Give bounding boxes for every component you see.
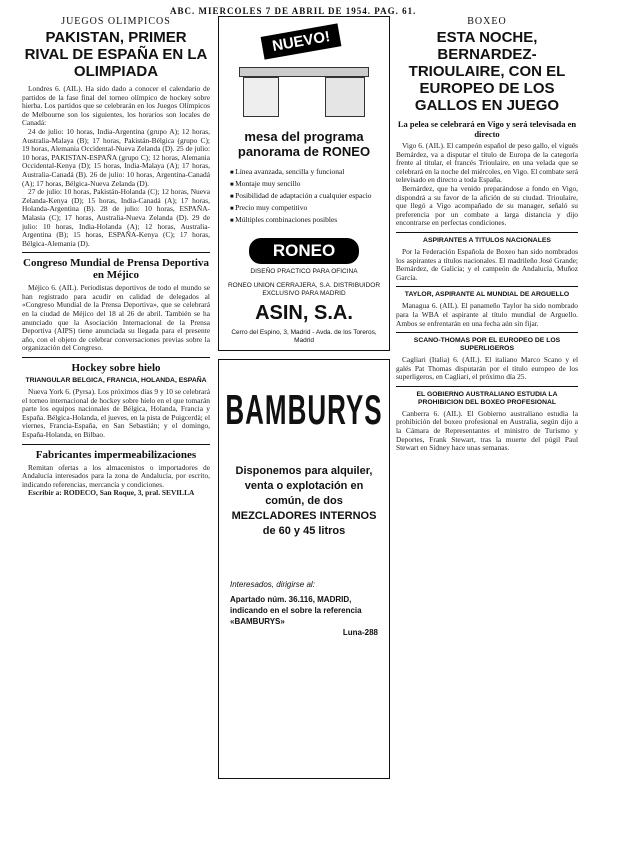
article-paragraph: Managua 6. (AIL). El panameño Taylor ha sido nombrado para la WBA el aspirante al título mundial de Arguello. Ambos se enfrentarán en una fecha aún sin fijar. [396,301,578,328]
feature-item: ■ Línea avanzada, sencilla y funcional [230,167,384,178]
classified-text: Remitan ofertas a los almacenistos o importadores de Andalucía interesados para la zona de Andalucía, por escrito, indicando referencias, mercancía y condiciones. [22,462,210,489]
bamburys-ref: Luna-288 [342,628,378,637]
desk-illustration [239,59,369,121]
headline-aspirants: ASPIRANTES A TITULOS NACIONALES [423,236,551,244]
desk-top [239,67,369,77]
article-paragraph: Londres 6. (AIL). Ha sido dado a conocer el calendario de partidos de la fase final del torneo olímpico de hockey sobre hierba. Los partidos que se celebrarán en los Juegos Olímpicos de Melbourne son los siguientes, los horarios son locales de Canadá: [22,84,210,128]
divider [22,444,210,445]
article-paragraph: Por la Federación Española de Boxeo han sido nombrados los aspirantes a títulos nacionales. El madrileño José Grande; Bernárdez, de Galicia; y el campeón de Andalucía, Muñoz García. [396,246,578,282]
bamburys-contact [224,579,384,638]
headline-scano: SCANO-THOMAS POR EL EUROPEO DE LOS SUPERLIGEROS [413,337,561,353]
company-address: Cerro del Espino, 3, Madrid - Avda. de los Toreros, Madrid [231,329,377,344]
headline-taylor: TAYLOR, ASPIRANTE AL MUNDIAL DE ARGUELLO [404,291,570,299]
article-paragraph: Méjico 6. (AIL). Periodistas deportivos de todo el mundo se han registrado para acudir en calidad de delegados al «Congreso Mundial de la Prensa Deportiva», que se celebrará en la ciudad de Méjico del 18 al 26 de abril. También se ha anunciado que la Asociación Internacional de la Prensa Deportiva (AIPS) tiene anunciada su llegada para el presente año, con el objeto de celebrar conversaciones previas sobre la organización del Congreso. [22,283,210,353]
classified-contact: Escribir a: RODECO, San Roque, 3, pral. SEVILLA [28,488,195,498]
bamburys-offer: Disponemos para alquiler, venta o explotación en común, de dos MEZCLADORES INTERNOS de 60 y 45 litros [231,465,377,537]
kicker-olympics: JUEGOS OLIMPICOS [61,16,171,27]
feature-item: ■ Posibilidad de adaptación a cualquier espacio [230,191,384,202]
article-paragraph: 27 de julio: 10 horas, Pakistán-Holanda (C); 12 horas, Nueva Zelanda-Kenya (D); 15 horas, India-Canadá (A); 17 horas, Holanda-Argentina (B). 28 de julio: 10 horas, ESPAÑA-Malasia (C); 17 horas, Australia-Nueva Zelanda (D). 29 de julio: 10 horas, India-Holanda (A); 12 horas, Australia-Argentina (B); 15 horas, ESPAÑA-Kenya (C); 17 horas, Bélgica-Alemania (D). [22,187,210,248]
feature-item: ■ Precio muy competitivo [230,203,384,214]
bamburys-brand: BAMBURYS [225,385,383,434]
divider [396,332,578,333]
headline-hockey: Hockey sobre hielo [71,362,161,375]
headline-boxing: ESTA NOCHE, BERNARDEZ-TRIOULAIRE, CON EL EUROPEO DE LOS GALLOS EN JUEGO [408,29,566,114]
roneo-ad [218,16,390,351]
divider [396,232,578,233]
roneo-distributor: RONEO UNION CERRAJERA, S.A. DISTRIBUIDOR EXCLUSIVO PARA MADRID [227,282,381,297]
article-paragraph: Cagliari (Italia) 6. (AIL). El italiano Marco Scano y el galés Pat Thomas disputarán por el título europeo de los superligeros, en Cagliari, el próximo día 25. [396,355,578,382]
page-header: ABC. MIERCOLES 7 DE ABRIL DE 1954. PAG. 61. [170,6,417,16]
article-australia [396,410,578,453]
column-right [396,16,578,846]
bamburys-contact-lead: Interesados, dirigirse al: [230,580,315,589]
headline-congress: Congreso Mundial de Prensa Deportiva en Méjico [23,257,209,282]
divider [22,357,210,358]
bamburys-ad [218,359,390,779]
feature-item: ■ Montaje muy sencillo [230,179,384,190]
divider [396,386,578,387]
headline-pakistan: PAKISTAN, PRIMER RIVAL DE ESPAÑA EN LA OLIMPIADA [24,29,208,80]
desk-cabinet-left [243,77,279,117]
divider [22,252,210,253]
roneo-logo: RONEO [249,238,359,264]
kicker-boxing: BOXEO [467,16,507,27]
article-hockey [22,388,210,440]
article-congress [22,284,210,353]
article-boxing [396,142,578,228]
desk-cabinet-right [325,77,365,117]
feature-item: ■ Múltiples combinaciones posibles [230,215,384,226]
article-paragraph: Canberra 6. (AIL). El Gobierno australiano estudia la prohibición del boxeo profesional en Australia, según dijo a la Cámara de Representantes el ministro de Turismo y Deportes, Frank Stewart, tras la muerte del púgil Paul Stewart en Sidney hace unas semanas. [396,408,578,453]
column-left [22,16,210,846]
subheadline-boxing: La pelea se celebrará en Vigo y será televisada en directo [397,119,577,139]
column-ads [218,16,390,846]
company-name: ASIN, S.A. [255,302,353,324]
article-paragraph: Nueva York 6. (Pyrsa). Los próximos días 9 y 10 se celebrará el torneo internacional de hockey sobre hielo en el que tomarán parte los equipos nacionales de Bélgica, Holanda, Francia y España. Bélgica-Holanda, el jueves, en la pista de Puigcerdà; el viernes, Francia-España, en San Sebastián; y el domingo, España-Holanda, en Bilbao. [22,387,210,439]
article-olympics [22,85,210,248]
roneo-ad-title: mesa del programa panorama de RONEO [237,129,371,159]
article-scano [396,356,578,382]
divider [396,286,578,287]
article-paragraph: Bernárdez, que ha venido preparándose a fondo en Vigo, dispondrá a su favor de la afición de su ciudad. Trioulaire, que llegó a Vigo acompañado de su manager, señaló su preferencia por un combate a larga distancia y dijo encontrarse en perfectas condiciones. [396,183,578,228]
headline-australia: EL GOBIERNO AUSTRALIANO ESTUDIA LA PROHIBICION DEL BOXEO PROFESIONAL [416,390,558,406]
article-aspirants [396,248,578,282]
headline-classified: Fabricantes impermeabilizaciones [35,448,197,461]
roneo-tagline: DISEÑO PRACTICO PARA OFICINA [250,268,358,275]
article-taylor [396,302,578,328]
classified-ad [22,464,210,498]
new-badge: NUEVO! [261,23,342,59]
article-paragraph: 24 de julio: 10 horas, India-Argentina (grupo A); 12 horas, Australia-Malaya (B); 17 horas, Pakistán-Bélgica (grupo C); 19 horas, Alemania Occidental-Nueva Zelanda (D). 25 de julio: 10 horas, PAKISTAN-ESPAÑA (grupo C); 12 horas, Alemania Occidental-Kenya (D); 15 horas, India-Malaya (A); 17 horas, Australia-Canadá (B). 26 de julio: 10 horas, Argentina-Canadá (A); 17 horas, Bélgica-Nueva Zelanda (D). [22,126,210,188]
subheadline-hockey: TRIANGULAR BELGICA, FRANCIA, HOLANDA, ESPAÑA [25,377,207,385]
roneo-feature-list [230,167,384,226]
article-paragraph: Vigo 6. (AIL). El campeón español de peso gallo, el vigués Bernárdez, va a disputar el título de Europa de la categoría frente al titular, el francés Trioulaire, en una velada que se celebrará en la noche del miércoles, en Vigo. El combate será televisado en directo a toda España. [396,141,578,185]
bamburys-address: Apartado núm. 36.116, MADRID, indicando en el sobre la referencia «BAMBURYS» [230,595,362,626]
